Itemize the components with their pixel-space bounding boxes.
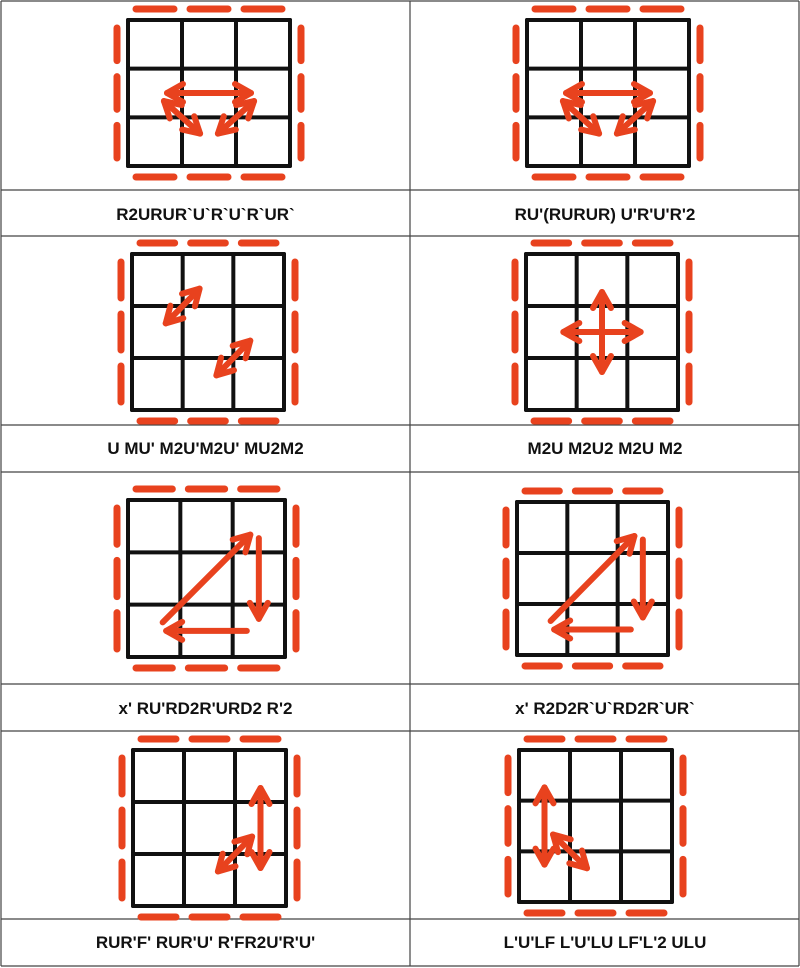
algorithm-label-2: RU'(RURUR) U'R'U'R'2 [514,205,696,224]
algorithm-label-8: L'U'LF L'U'LU LF'L'2 ULU [503,933,707,952]
algorithm-label-4: M2U M2U2 M2U M2 [527,439,683,458]
algorithm-label-5: x' RU'RD2R'URD2 R'2 [118,699,293,718]
algorithm-label-1: R2URUR`U`R`U`R`UR` [116,205,295,224]
algorithm-label-6: x' R2D2R`U`RD2R`UR` [515,699,695,718]
algorithm-label-7: RUR'F' RUR'U' R'FR2U'R'U' [95,933,316,952]
algorithm-label-3: U MU' M2U'M2U' MU2M2 [107,439,304,458]
